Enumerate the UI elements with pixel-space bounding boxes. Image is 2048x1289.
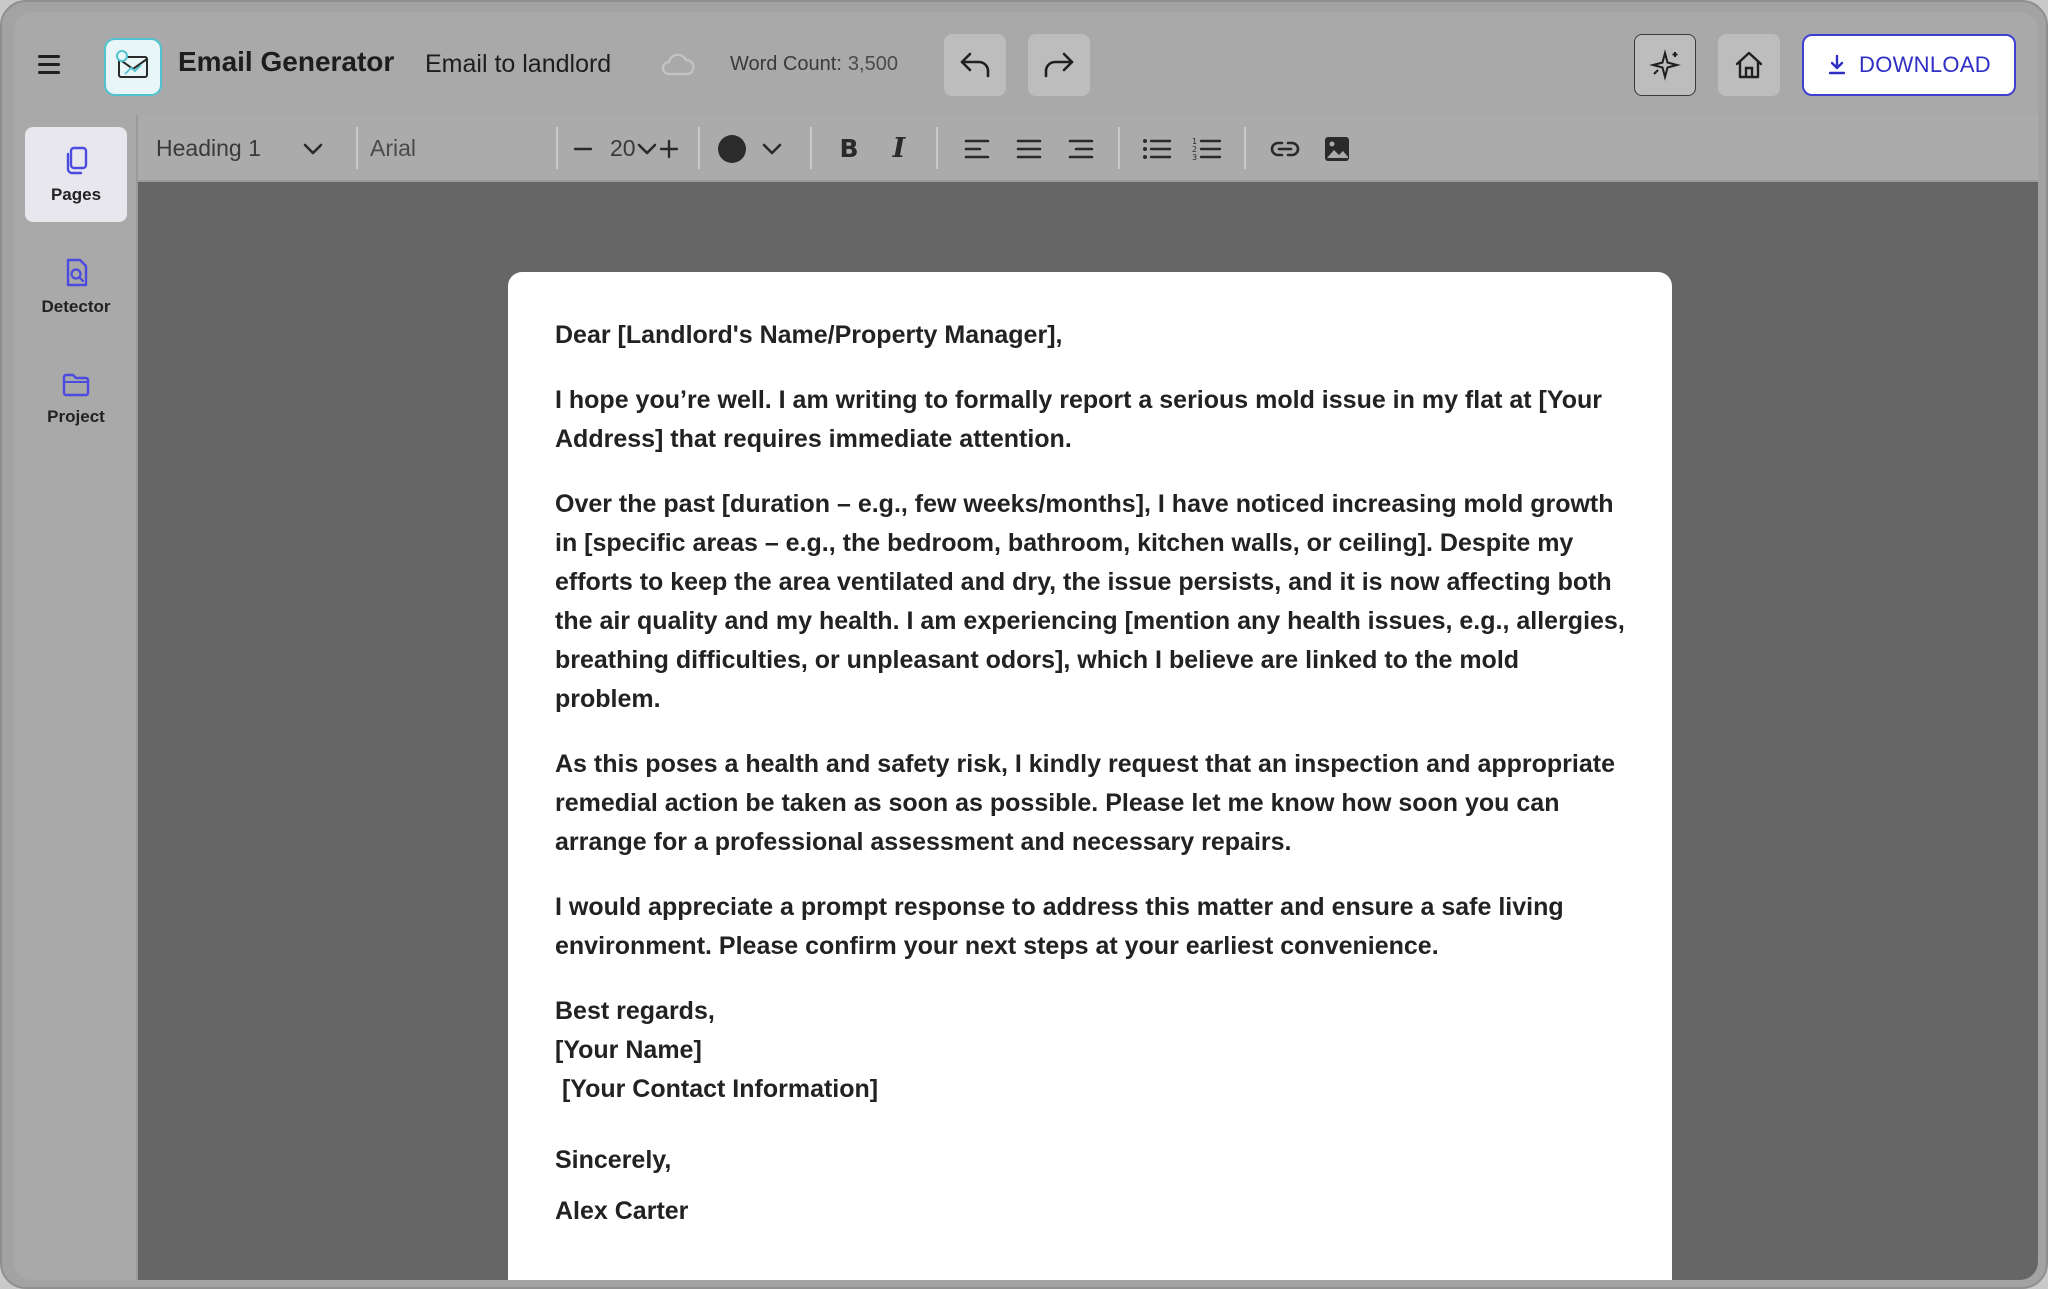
undo-icon bbox=[958, 50, 992, 80]
paragraph[interactable]: I hope you’re well. I am writing to formally report a serious mold issue in my flat at [Your Address] that requires immediate attention. bbox=[555, 386, 1602, 453]
svg-text:2: 2 bbox=[1192, 144, 1198, 154]
redo-button[interactable] bbox=[1028, 34, 1090, 96]
paragraph[interactable]: I would appreciate a prompt response to address this matter and ensure a safe living environment. Please confirm your next steps at your earliest convenience. bbox=[555, 893, 1564, 960]
align-center-button[interactable] bbox=[1012, 115, 1046, 182]
home-button[interactable] bbox=[1718, 34, 1780, 96]
style-select-value: Heading 1 bbox=[156, 135, 261, 161]
font-select-value: Arial bbox=[370, 135, 417, 161]
undo-button[interactable] bbox=[944, 34, 1006, 96]
toolbar-divider bbox=[698, 127, 700, 169]
paragraph[interactable]: Over the past [duration – e.g., few weeks/months], I have noticed increasing mold growth in [specific areas – e.g., the bedroom, bathroom, kitchen walls, or ceiling]. Despite my efforts to keep the area ventilated and dry, the issue persists, and it is now affecting both the air quality and my health. I am experiencing [mention any health issues, e.g., allergies, breathing difficulties, or unpleasant odors], which I believe are linked to the mold problem. bbox=[555, 490, 1625, 713]
align-left-button[interactable] bbox=[960, 115, 994, 182]
greeting[interactable]: Dear [Landlord's Name/Property Manager], bbox=[555, 321, 1063, 349]
word-count-label: Word Count: bbox=[730, 53, 842, 75]
link-icon bbox=[1269, 139, 1301, 159]
bullet-list-icon bbox=[1142, 137, 1172, 161]
app-window bbox=[14, 12, 2038, 1280]
font-size-value[interactable]: 20 bbox=[610, 135, 636, 161]
download-button[interactable] bbox=[1802, 34, 2016, 96]
align-center-icon bbox=[1016, 138, 1042, 160]
toolbar-divider bbox=[936, 127, 938, 169]
contact-placeholder[interactable]: [Your Contact Information] bbox=[555, 1075, 879, 1103]
toolbar-divider bbox=[810, 127, 812, 169]
pages-icon bbox=[61, 145, 91, 177]
sidebar-item-label: Detector bbox=[41, 296, 111, 316]
font-select[interactable] bbox=[370, 115, 550, 182]
italic-icon: I bbox=[892, 133, 906, 164]
cloud-sync-icon bbox=[660, 52, 696, 78]
paragraph[interactable]: As this poses a health and safety risk, I kindly request that an inspection and appropriate remedial action be taken as soon as possible. Please let me know how soon you can arrange for a professional assessment and necessary repairs. bbox=[555, 750, 1615, 856]
image-icon bbox=[1324, 136, 1350, 162]
format-toolbar bbox=[138, 115, 2038, 182]
sidebar-item-pages[interactable] bbox=[25, 127, 127, 222]
svg-text:1: 1 bbox=[1192, 136, 1198, 146]
align-right-button[interactable] bbox=[1064, 115, 1098, 182]
word-count-value: 3,500 bbox=[847, 53, 898, 75]
toolbar-divider bbox=[1244, 127, 1246, 169]
sidebar bbox=[14, 115, 138, 1280]
app-title: Email Generator bbox=[178, 46, 395, 77]
folder-icon bbox=[61, 371, 91, 399]
chevron-down-icon bbox=[760, 137, 784, 161]
bold-button[interactable] bbox=[832, 115, 866, 182]
chevron-down-icon bbox=[301, 137, 325, 161]
style-select[interactable] bbox=[156, 115, 331, 182]
editor-canvas bbox=[138, 182, 2038, 1280]
email-logo-icon bbox=[104, 38, 162, 96]
plus-icon bbox=[658, 138, 680, 160]
insert-image-button[interactable] bbox=[1320, 115, 1354, 182]
bullet-list-button[interactable] bbox=[1140, 115, 1174, 182]
spacer bbox=[555, 1109, 1625, 1141]
detector-icon bbox=[61, 257, 91, 289]
toolbar-divider bbox=[1118, 127, 1120, 169]
toolbar-divider bbox=[556, 127, 558, 169]
name-placeholder[interactable]: [Your Name] bbox=[555, 1036, 702, 1064]
italic-button[interactable] bbox=[882, 115, 916, 182]
ai-assist-button[interactable] bbox=[1634, 34, 1696, 96]
numbered-list-button[interactable] bbox=[1190, 115, 1224, 182]
sidebar-item-detector[interactable] bbox=[25, 239, 127, 334]
toolbar-divider bbox=[356, 127, 358, 169]
redo-icon bbox=[1042, 50, 1076, 80]
numbered-list-icon bbox=[1192, 136, 1222, 162]
bold-icon: B bbox=[839, 134, 859, 163]
download-icon bbox=[1827, 54, 1847, 76]
top-bar bbox=[14, 12, 2038, 115]
sparkle-icon bbox=[1648, 48, 1682, 82]
sidebar-item-label: Pages bbox=[50, 184, 102, 204]
document-title[interactable]: Email to landlord bbox=[425, 50, 612, 78]
decrease-size-button[interactable] bbox=[566, 115, 600, 182]
signer-name[interactable]: Alex Carter bbox=[555, 1197, 689, 1225]
document-page[interactable] bbox=[508, 272, 1672, 1280]
word-count bbox=[730, 53, 898, 76]
color-swatch bbox=[718, 135, 746, 163]
text-color-picker[interactable] bbox=[718, 115, 784, 182]
download-label: DOWNLOAD bbox=[1859, 52, 1991, 77]
sidebar-item-project[interactable] bbox=[25, 351, 127, 446]
sidebar-item-label: Project bbox=[47, 406, 105, 426]
minus-icon bbox=[572, 138, 594, 160]
align-left-icon bbox=[964, 138, 990, 160]
home-icon bbox=[1733, 49, 1765, 81]
link-button[interactable] bbox=[1268, 115, 1302, 182]
closing[interactable]: Best regards, bbox=[555, 997, 715, 1025]
align-right-icon bbox=[1068, 138, 1094, 160]
svg-text:3: 3 bbox=[1192, 152, 1198, 162]
hamburger-icon[interactable] bbox=[36, 52, 64, 80]
increase-size-button[interactable] bbox=[652, 115, 686, 182]
sign-off[interactable]: Sincerely, bbox=[555, 1146, 672, 1174]
